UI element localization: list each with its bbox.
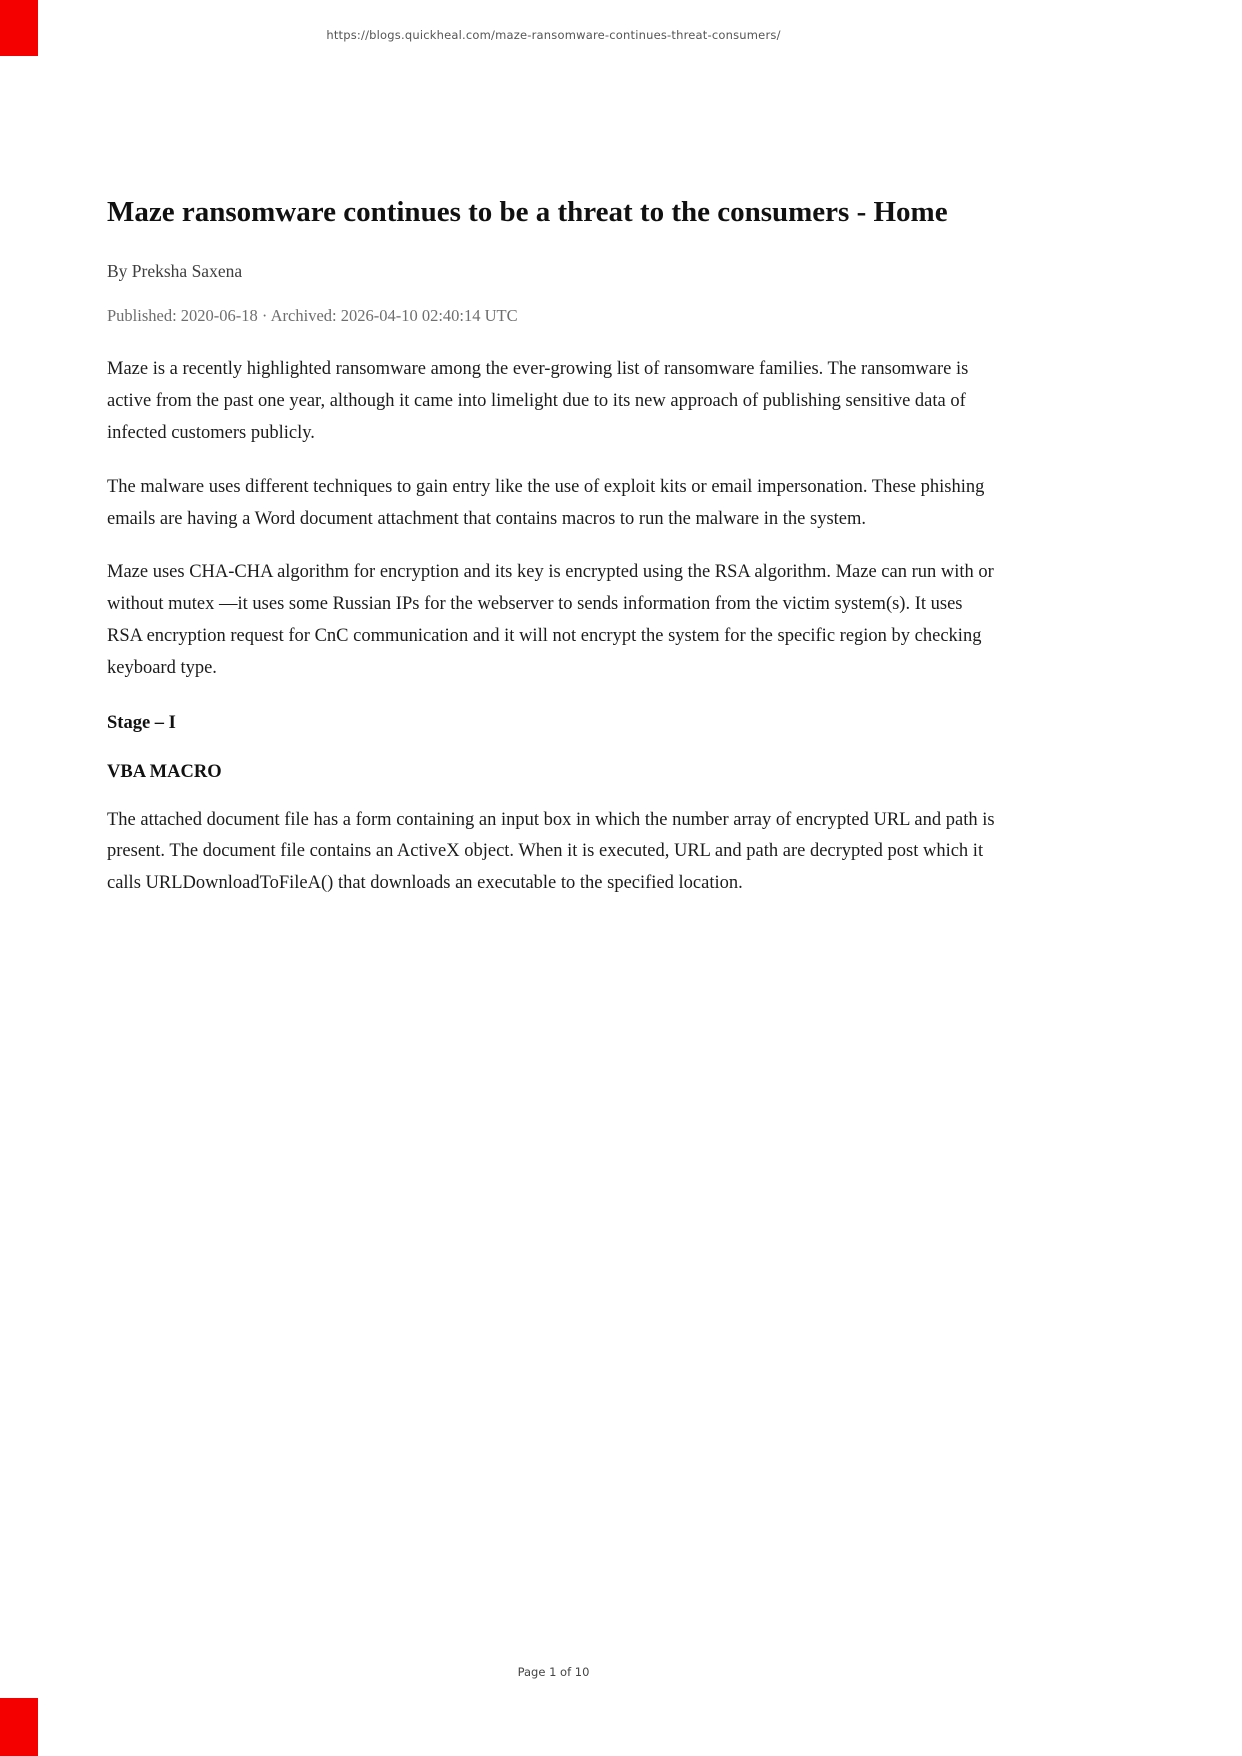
article-content bbox=[107, 188, 1002, 922]
red-marker-bottom-left bbox=[0, 1698, 38, 1756]
heading-vba-macro: VBA MACRO bbox=[107, 761, 222, 782]
paragraph-vba-macro: The attached document file has a form containing an input box in which the number array of encrypted URL and path is present. The document file contains an ActiveX object. When it is executed, URL and path are decrypted post which it calls URLDownloadToFileA() that downloads an executable to the specified location. bbox=[107, 809, 995, 894]
publish-meta: Published: 2020-06-18 · Archived: 2026-04-10 02:40:14 UTC bbox=[107, 306, 518, 326]
page-title: Maze ransomware continues to be a threat to the consumers - Home bbox=[107, 196, 948, 228]
page-number-label: Page 1 of 10 bbox=[517, 1665, 590, 1679]
heading-stage-1: Stage – I bbox=[107, 712, 176, 733]
paragraph-techniques: The malware uses different techniques to gain entry like the use of exploit kits or email impersonation. These phishing emails are having a Word document attachment that contains macros to run the malware in the system. bbox=[107, 476, 985, 529]
source-url: https://blogs.quickheal.com/maze-ransomware-continues-threat-consumers/ bbox=[326, 28, 781, 42]
byline: By Preksha Saxena bbox=[107, 261, 243, 282]
paragraph-encryption: Maze uses CHA-CHA algorithm for encryption and its key is encrypted using the RSA algorithm. Maze can run with or without mutex —it uses some Russian IPs for the webserver to sends information from the victim system(s). It uses RSA encryption request for CnC communication and it will not encrypt the system for the specific region by checking keyboard type. bbox=[107, 562, 994, 678]
red-marker-top-left bbox=[0, 0, 38, 56]
paragraph-intro: Maze is a recently highlighted ransomware among the ever-growing list of ransomware families. The ransomware is active from the past one year, although it came into limelight due to its new approach of publishing sensitive data of infected customers publicly. bbox=[107, 359, 969, 443]
